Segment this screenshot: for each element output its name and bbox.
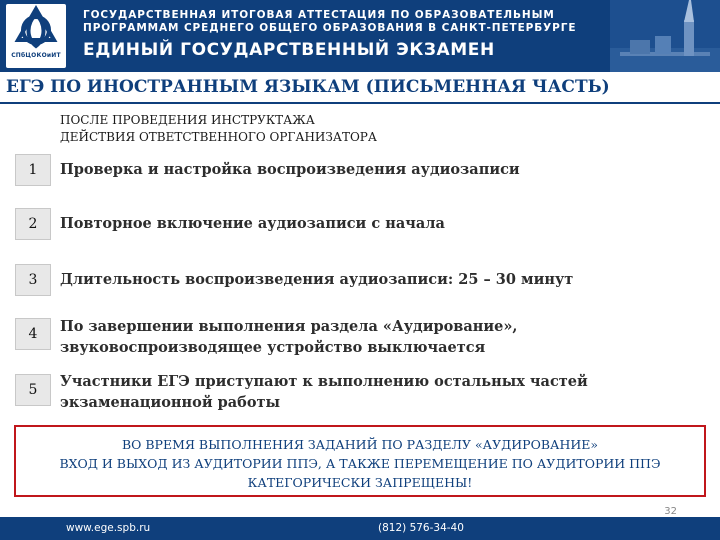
logo-caption: СПбЦОКОиИТ [11,52,61,59]
step-text-3 [60,269,700,290]
warning-line-2: ВХОД И ВЫХОД ИЗ АУДИТОРИИ ППЭ, А ТАКЖЕ ПЕРЕМЕЩЕНИЕ ПО АУДИТОРИИ ППЭ [59,456,661,471]
header-exam-name: ЕДИНЫЙ ГОСУДАРСТВЕННЫЙ ЭКЗАМЕН [83,40,495,60]
page-number: 32 [664,506,677,517]
step-number-1: 1 [15,154,51,186]
step-number-2: 2 [15,208,51,240]
spire-illustration [610,0,720,72]
step-text-1 [60,159,700,180]
title-divider [0,102,720,104]
footer-website-link[interactable]: www.ege.spb.ru [66,522,151,534]
step-1-line-1: Проверка и настройка воспроизведения аудиозаписи [60,161,520,178]
step-text-4 [60,316,700,358]
step-number-4: 4 [15,318,51,350]
step-2-line-1: Повторное включение аудиозаписи с начала [60,215,445,232]
header-banner [0,0,720,72]
footer-bar [0,517,720,540]
subtitle-line-2: ДЕЙСТВИЯ ОТВЕТСТВЕННОГО ОРГАНИЗАТОРА [60,130,377,144]
step-number-5: 5 [15,374,51,406]
step-text-5 [60,371,700,413]
step-number-3: 3 [15,264,51,296]
page-title: ЕГЭ ПО ИНОСТРАННЫМ ЯЗЫКАМ (ПИСЬМЕННАЯ ЧАСТЬ) [6,77,610,97]
subtitle-line-1: ПОСЛЕ ПРОВЕДЕНИЯ ИНСТРУКТАЖА [60,113,315,127]
logo-knot-icon [6,4,66,54]
step-5-line-1: Участники ЕГЭ приступают к выполнению остальных частей [60,373,588,390]
step-3-line-1: Длительность воспроизведения аудиозаписи: 25 – 30 минут [60,271,574,288]
header-line-1: ГОСУДАРСТВЕННАЯ ИТОГОВАЯ АТТЕСТАЦИЯ ПО ОБРАЗОВАТЕЛЬНЫМ [83,9,555,21]
warning-line-1: ВО ВРЕМЯ ВЫПОЛНЕНИЯ ЗАДАНИЙ ПО РАЗДЕЛУ «АУДИРОВАНИЕ» [121,437,599,452]
step-4-line-1: По завершении выполнения раздела «Аудирование», [60,318,518,335]
step-4-line-2: звуковоспроизводящее устройство выключается [60,339,486,356]
section-subtitle [60,112,377,146]
warning-line-3: КАТЕГОРИЧЕСКИ ЗАПРЕЩЕНЫ! [247,475,473,490]
step-5-line-2: экзаменационной работы [60,394,281,411]
header-line-2: ПРОГРАММАМ СРЕДНЕГО ОБЩЕГО ОБРАЗОВАНИЯ В САНКТ-ПЕТЕРБУРГЕ [83,22,577,34]
warning-box [14,425,706,497]
step-text-2 [60,213,700,234]
footer-phone: (812) 576-34-40 [378,522,464,534]
